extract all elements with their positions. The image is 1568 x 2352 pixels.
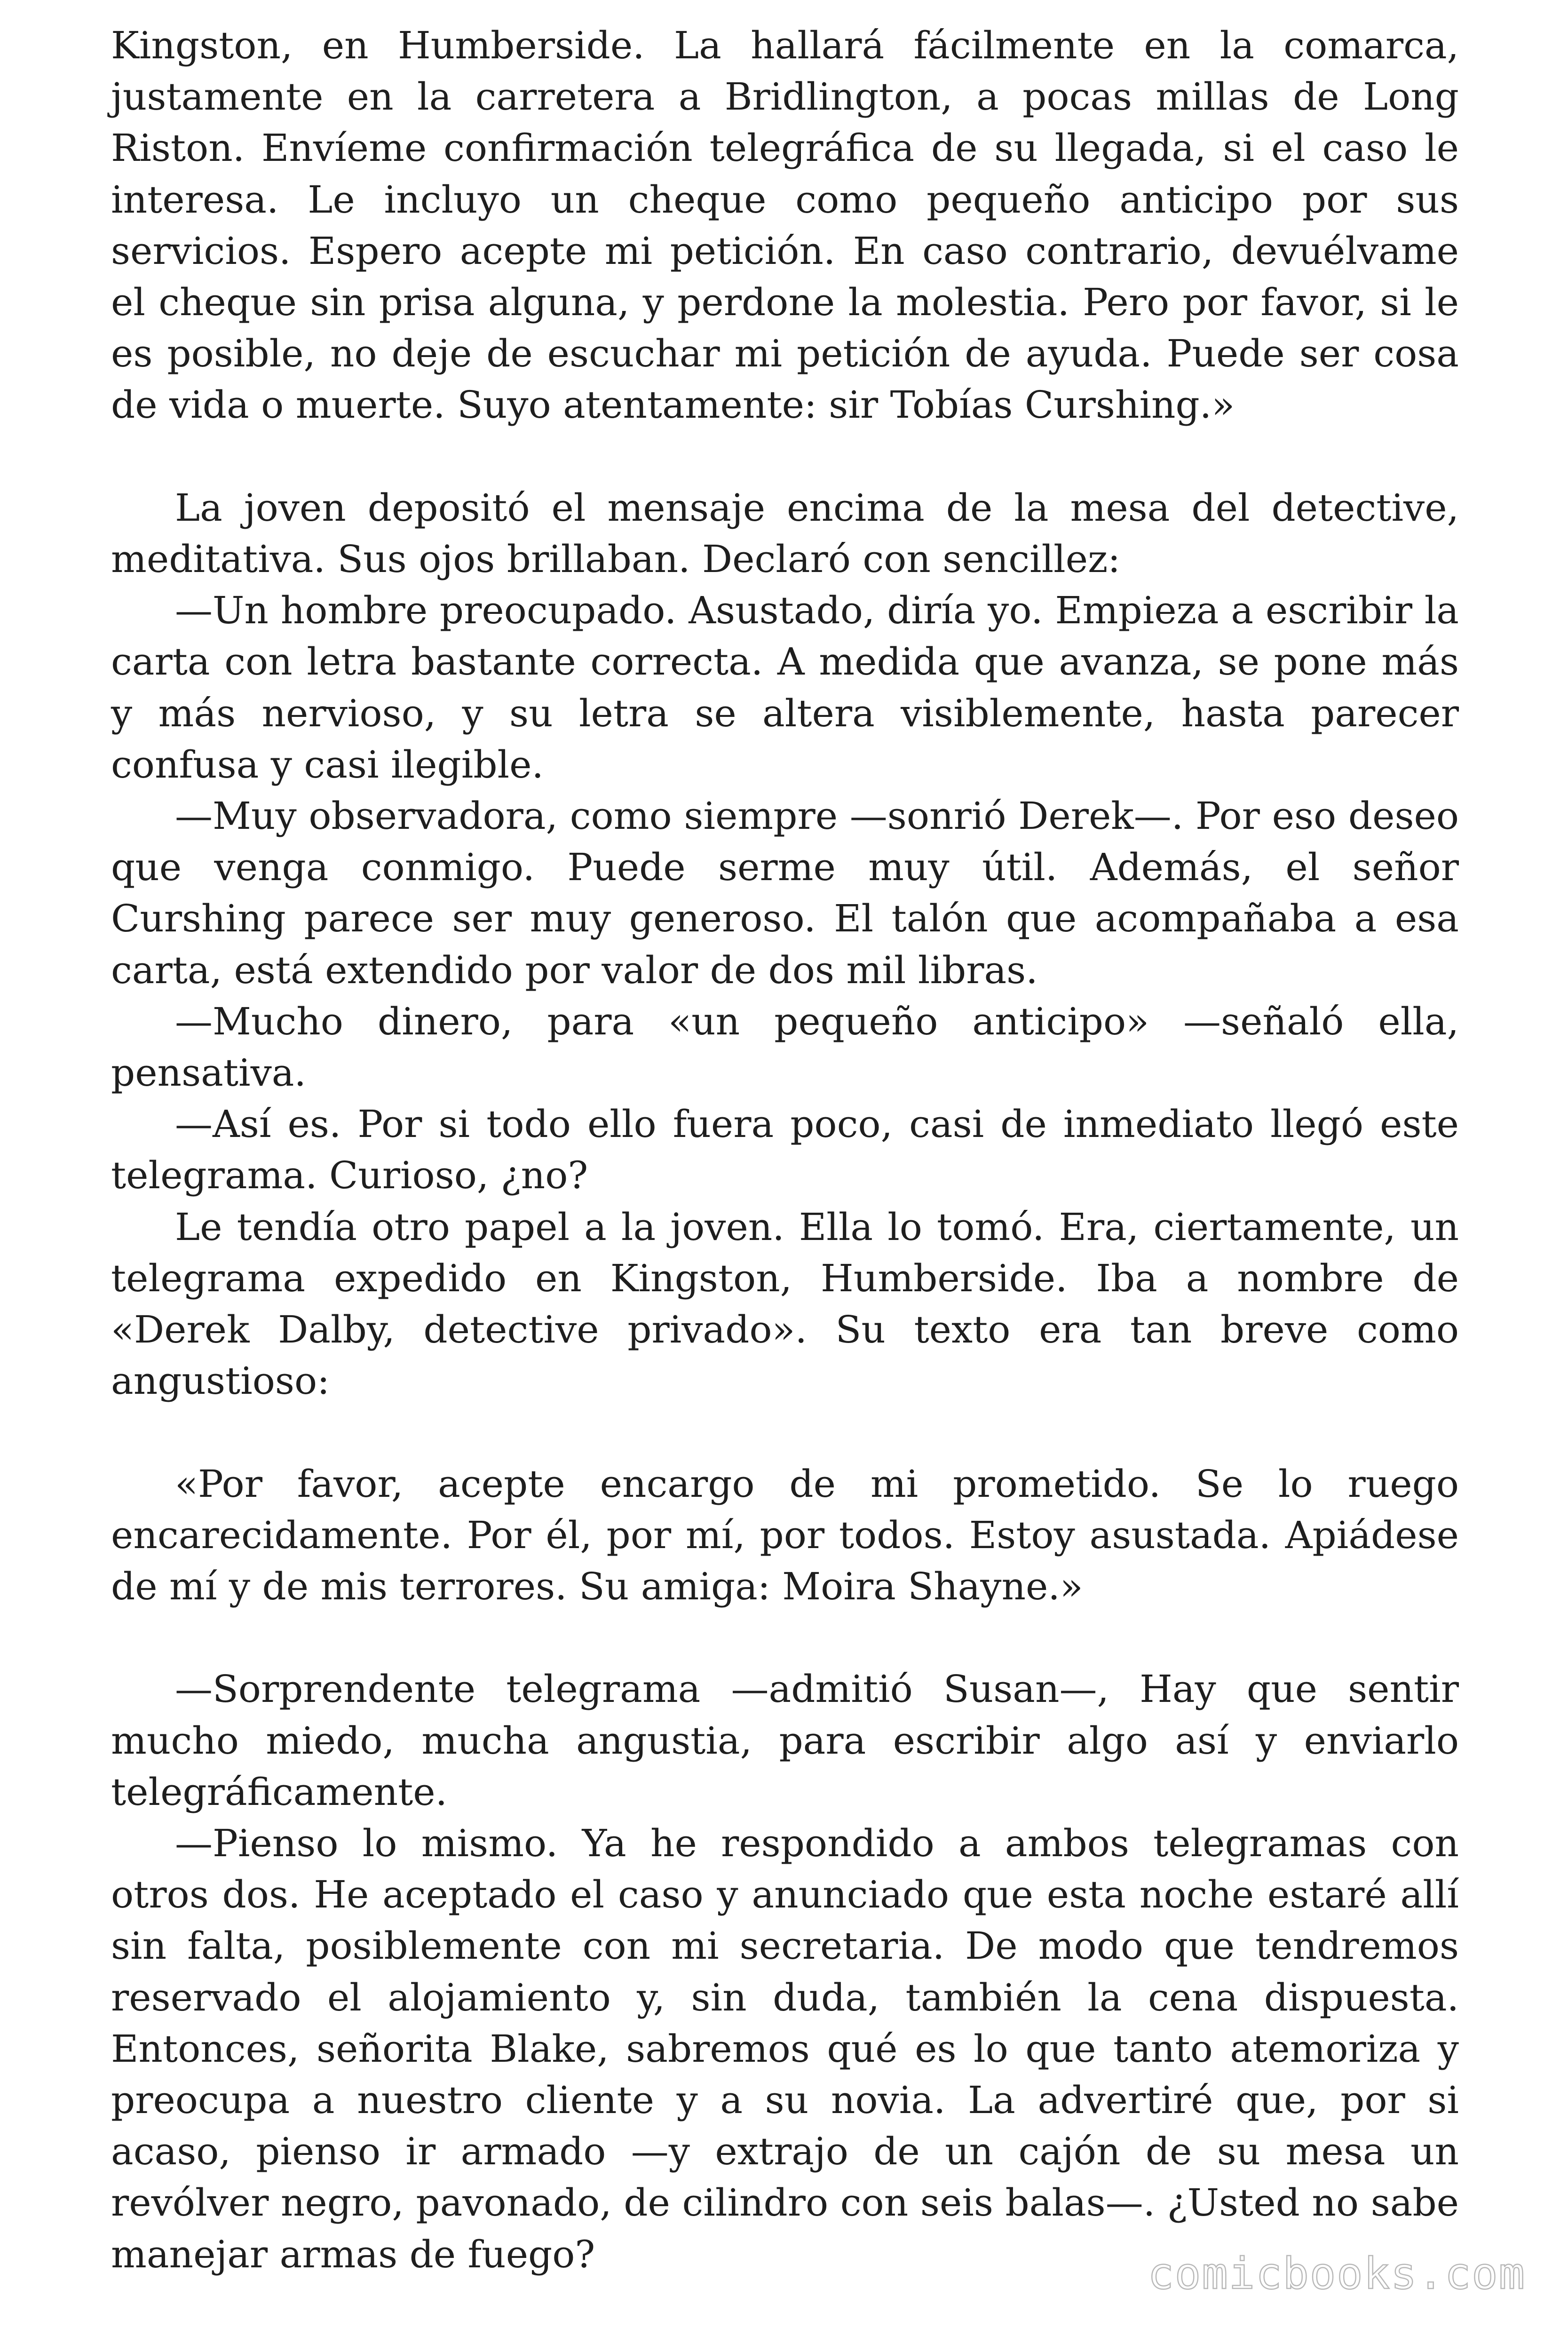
body-text [111, 20, 1459, 2280]
paragraph-letter-end: Kingston, en Humberside. La hallará fácilmente en la comarca, justamente en la carretera a Bridlington, a pocas millas de Long Riston. Envíeme confirmación telegráfica de su llegada, si el caso le interesa. Le incluyo un cheque como pequeño anticipo por sus servicios. Espero acepte mi petición. En caso contrario, devuélvame el cheque sin prisa alguna, y perdone la molestia. Pero por favor, si le es posible, no deje de escuchar mi petición de ayuda. Puede ser cosa de vida o muerte. Suyo atentamente: sir Tobías Curshing.» [111, 24, 1459, 427]
paragraph-dialogue: —Mucho dinero, para «un pequeño anticipo» —señaló ella, pensativa. [111, 999, 1459, 1095]
watermark-logo: comicbooks.com [1148, 2249, 1526, 2299]
paragraph-telegram-quote: «Por favor, acepte encargo de mi prometido. Se lo ruego encarecidamente. Por él, por mí, por todos. Estoy asustada. Apiádese de mí y de mis terrores. Su amiga: Moira Shayne.» [111, 1462, 1459, 1609]
paragraph-narration: La joven depositó el mensaje encima de la mesa del detective, meditativa. Sus ojos brillaban. Declaró con sencillez: [111, 485, 1459, 581]
paragraph-dialogue: —Muy observadora, como siempre —sonrió Derek—. Por eso deseo que venga conmigo. Puede serme muy útil. Además, el señor Curshing parece ser muy generoso. El talón que acompañaba a esa carta, está extendido por valor de dos mil libras. [111, 794, 1459, 992]
paragraph-dialogue: —Sorprendente telegrama —admitió Susan—, Hay que sentir mucho miedo, mucha angustia, para escribir algo así y enviarlo telegráficamente. [111, 1667, 1459, 1814]
paragraph-narration: Le tendía otro papel a la joven. Ella lo tomó. Era, ciertamente, un telegrama expedido en Kingston, Humberside. Iba a nombre de «Derek Dalby, detective privado». Su texto era tan breve como angustioso: [111, 1205, 1459, 1403]
paragraph-dialogue: —Así es. Por si todo ello fuera poco, casi de inmediato llegó este telegrama. Curioso, ¿no? [111, 1102, 1459, 1198]
paragraph-dialogue: —Pienso lo mismo. Ya he respondido a ambos telegramas con otros dos. He aceptado el caso y anunciado que esta noche estaré allí sin falta, posiblemente con mi secretaria. De modo que tendremos reservado el alojamiento y, sin duda, también la cena dispuesta. Entonces, señorita Blake, sabremos qué es lo que tanto atemoriza y preocupa a nuestro cliente y a su novia. La advertiré que, por si acaso, pienso ir armado —y extrajo de un cajón de su mesa un revólver negro, pavonado, de cilindro con seis balas—. ¿Usted no sabe manejar armas de fuego? [111, 1821, 1459, 2276]
paragraph-dialogue: —Un hombre preocupado. Asustado, diría yo. Empieza a escribir la carta con letra bastante correcta. A medida que avanza, se pone más y más nervioso, y su letra se altera visiblemente, hasta parecer confusa y casi ilegible. [111, 588, 1459, 787]
